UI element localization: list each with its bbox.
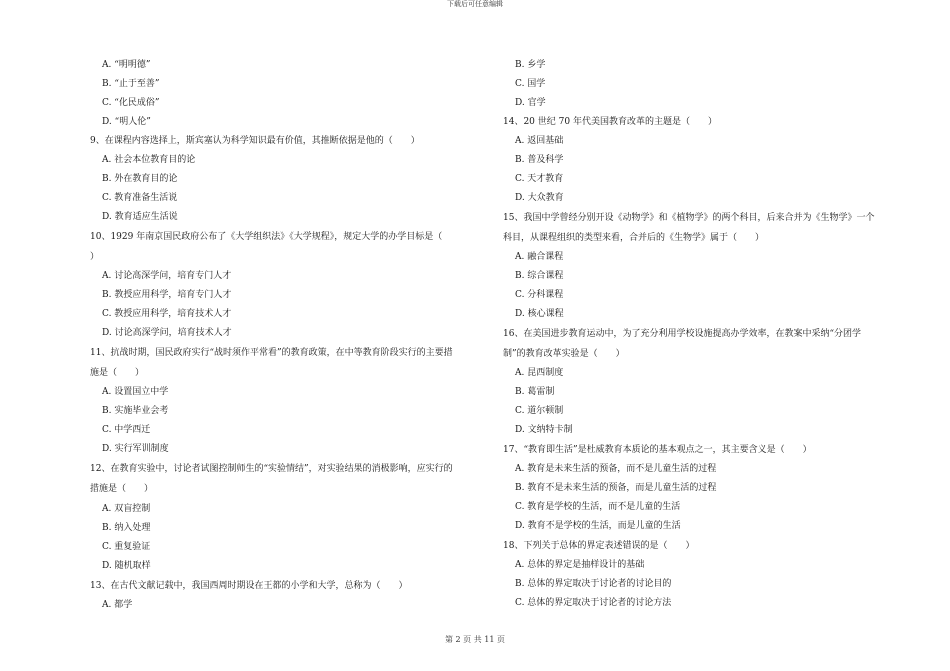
option-line: C. 教育是学校的生活，而不是儿童的生活 — [515, 502, 681, 512]
option-line: C. 天才教育 — [515, 174, 564, 184]
question-16: 16、在美国进步教育运动中，为了充分利用学校设施提高办学效率，在教案中采纳“分团学 — [503, 329, 862, 339]
question-15: 15、我国中学曾经分别开设《动物学》和《植物学》的两个科目，后来合并为《生物学》一个 — [503, 213, 875, 223]
option-line: A. 都学 — [102, 600, 133, 610]
option-line: C. 教育准备生活说 — [102, 193, 178, 203]
option-line: C. 重复验证 — [102, 542, 151, 552]
question-12-cont: 措施是（ ） — [90, 484, 154, 494]
option-line: A. 讨论高深学问，培育专门人才 — [102, 271, 232, 281]
option-line: C. 总体的界定取决于讨论者的讨论方法 — [515, 598, 672, 608]
option-line: B. 教育不是未来生活的预备，而是儿童生活的过程 — [515, 483, 717, 493]
page-header: 下载后可任意编辑 — [447, 0, 503, 8]
option-line: A. 返回基础 — [515, 136, 564, 146]
option-line: B. 外在教育目的论 — [102, 174, 178, 184]
question-14: 14、20 世纪 70 年代美国教育改革的主题是（ ） — [503, 117, 717, 127]
option-line: B. “止于至善” — [102, 79, 160, 89]
option-line: C. 分科课程 — [515, 290, 564, 300]
question-11-cont: 施是（ ） — [90, 368, 145, 378]
option-line: A. 总体的界定是抽样设计的基础 — [515, 560, 645, 570]
option-line: B. 纳入处理 — [102, 523, 151, 533]
option-line: A. “明明德” — [102, 60, 151, 70]
option-line: B. 葛雷制 — [515, 387, 555, 397]
option-line: B. 实施毕业会考 — [102, 406, 169, 416]
option-line: D. “明人伦” — [102, 117, 151, 127]
question-9: 9、在课程内容选择上，斯宾塞认为科学知识最有价值，其推断依据是他的（ ） — [90, 136, 420, 146]
question-17: 17、“教育即生活”是杜威教育本质论的基本观点之一，其主要含义是（ ） — [503, 445, 812, 455]
page-footer: 第 2 页 共 11 页 — [445, 635, 505, 644]
question-18: 18、下列关于总体的界定表述错误的是（ ） — [503, 541, 695, 551]
question-10-cont: ） — [90, 252, 100, 262]
question-11: 11、抗战时期，国民政府实行“战时须作平常看”的教育政策，在中等教育阶段实行的主要措 — [90, 348, 453, 358]
option-line: D. 教育适应生活说 — [102, 212, 178, 222]
option-line: A. 社会本位教育目的论 — [102, 155, 196, 165]
option-line: D. 大众教育 — [515, 193, 564, 203]
option-line: C. “化民成俗” — [102, 98, 160, 108]
option-line: A. 昆西制度 — [515, 368, 564, 378]
question-10: 10、1929 年南京国民政府公布了《大学组织法》《大学规程》，规定大学的办学目标是（ — [90, 232, 443, 242]
option-line: B. 普及科学 — [515, 155, 564, 165]
question-13: 13、在古代文献记载中，我国西周时期设在王都的小学和大学，总称为（ ） — [90, 581, 408, 591]
option-line: A. 双盲控制 — [102, 504, 151, 514]
option-line: D. 讨论高深学问，培育技术人才 — [102, 328, 232, 338]
option-line: A. 教育是未来生活的预备，而不是儿童生活的过程 — [515, 464, 717, 474]
option-line: B. 综合课程 — [515, 271, 564, 281]
question-16-cont: 制”的教育改革实验是（ ） — [503, 349, 625, 359]
option-line: D. 官学 — [515, 98, 546, 108]
question-12: 12、在教育实验中，讨论者试图控制师生的“实验情结”，对实验结果的消极影响，应实行的 — [90, 464, 453, 474]
option-line: D. 文纳特卡制 — [515, 425, 573, 435]
option-line: B. 乡学 — [515, 60, 546, 70]
question-15-cont: 科目，从课程组织的类型来看，合并后的《生物学》属于（ ） — [503, 233, 765, 243]
option-line: C. 中学西迁 — [102, 425, 151, 435]
option-line: B. 教授应用科学，培育专门人才 — [102, 290, 232, 300]
option-line: D. 核心课程 — [515, 309, 564, 319]
option-line: C. 国学 — [515, 79, 546, 89]
option-line: D. 实行军训制度 — [102, 444, 169, 454]
option-line: C. 道尔顿制 — [515, 406, 564, 416]
option-line: A. 融合课程 — [515, 252, 564, 262]
option-line: C. 教授应用科学，培育技术人才 — [102, 309, 232, 319]
option-line: A. 设置国立中学 — [102, 387, 169, 397]
option-line: B. 总体的界定取决于讨论者的讨论目的 — [515, 579, 672, 589]
option-line: D. 教育不是学校的生活，而是儿童的生活 — [515, 521, 681, 531]
option-line: D. 随机取样 — [102, 561, 151, 571]
